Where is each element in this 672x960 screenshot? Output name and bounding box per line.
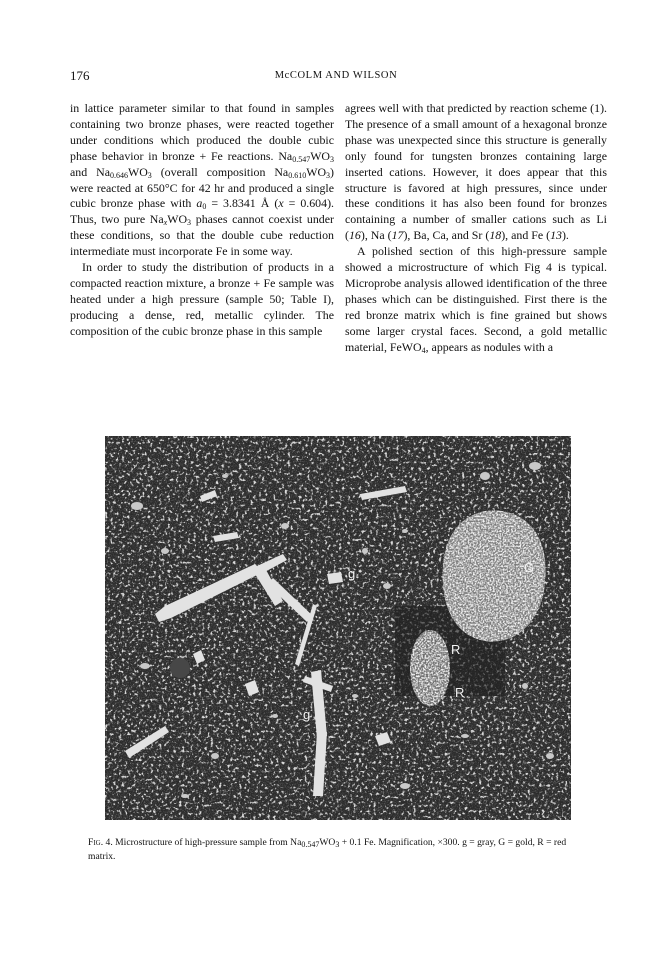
phase-label-red-matrix-1: R	[451, 642, 461, 657]
left-paragraph-2: In order to study the distribution of products in a compacted reaction mixture, a bronze + Fe sample was heated under a high pressure (sample 50; Table I), producing a dense, red, metallic cylinder. The composition of the cubic bronze phase in this sample	[70, 260, 334, 338]
micrograph-figure	[105, 436, 571, 820]
running-head: McCOLM AND WILSON	[274, 70, 398, 81]
left-paragraph-1: in lattice parameter similar to that found in samples containing two bronze phases, were reacted together under conditions which produced the double cubic phase behavior in bronze + Fe reactions. $Na_{0.547}WO_3$ and $Na_{0.646}WO_3$ (overall composition $Na_{0.610}WO_3$) were reacted at 650°C for 42 hr and produced a single cubic bronze phase with $a_0 = 3.8341$ Å (x = 0.604). Thus, two pure $Na_xWO_3$ phases cannot coexist under these conditions, so that the double cube reduction intermediate must incorporate Fe in some way.	[70, 101, 335, 259]
right-paragraph-2: A polished section of this high-pressure sample showed a microstructure of which Fig 4 is typical. Microprobe analysis allowed identification of the three phases which can be distinguished. First there is the red bronze matrix which is fine grained but shows some larger crystal faces. Second, a gold metallic material, FeWO$_4$, appears as nodules with a	[345, 244, 607, 355]
right-paragraph-1: agrees well with that predicted by reaction scheme (1). The presence of a small amount of a hexagonal bronze phase was unexpected since this structure is generally only found for tungsten bronzes containing large inserted cations. However, it does appear that this structure is favored at high pressures, since under these conditions it has also been found for bronzes containing a number of smaller cations such as Li (16), Na (17), Ba, Ca, and Sr (18), and Fe (13).	[345, 101, 607, 243]
right-column	[345, 101, 607, 356]
figure-caption	[88, 836, 578, 863]
phase-label-red-matrix-2: R	[455, 685, 465, 700]
micrograph-image	[105, 436, 571, 820]
left-column	[70, 101, 334, 340]
figure-caption-text: Microstructure of high-pressure sample from $Na_{0.547}WO_3 + 0.1$ Fe. Magnification, ×300. g = gray, G = gold, R = red matrix.	[88, 837, 567, 862]
phase-label-g-upper: g	[348, 566, 356, 581]
phase-label-g-lower: g	[303, 707, 311, 722]
page-number: 176	[70, 68, 90, 83]
phase-label-gold: G	[524, 560, 535, 575]
figure-caption-label: Fig. 4.	[88, 837, 113, 848]
